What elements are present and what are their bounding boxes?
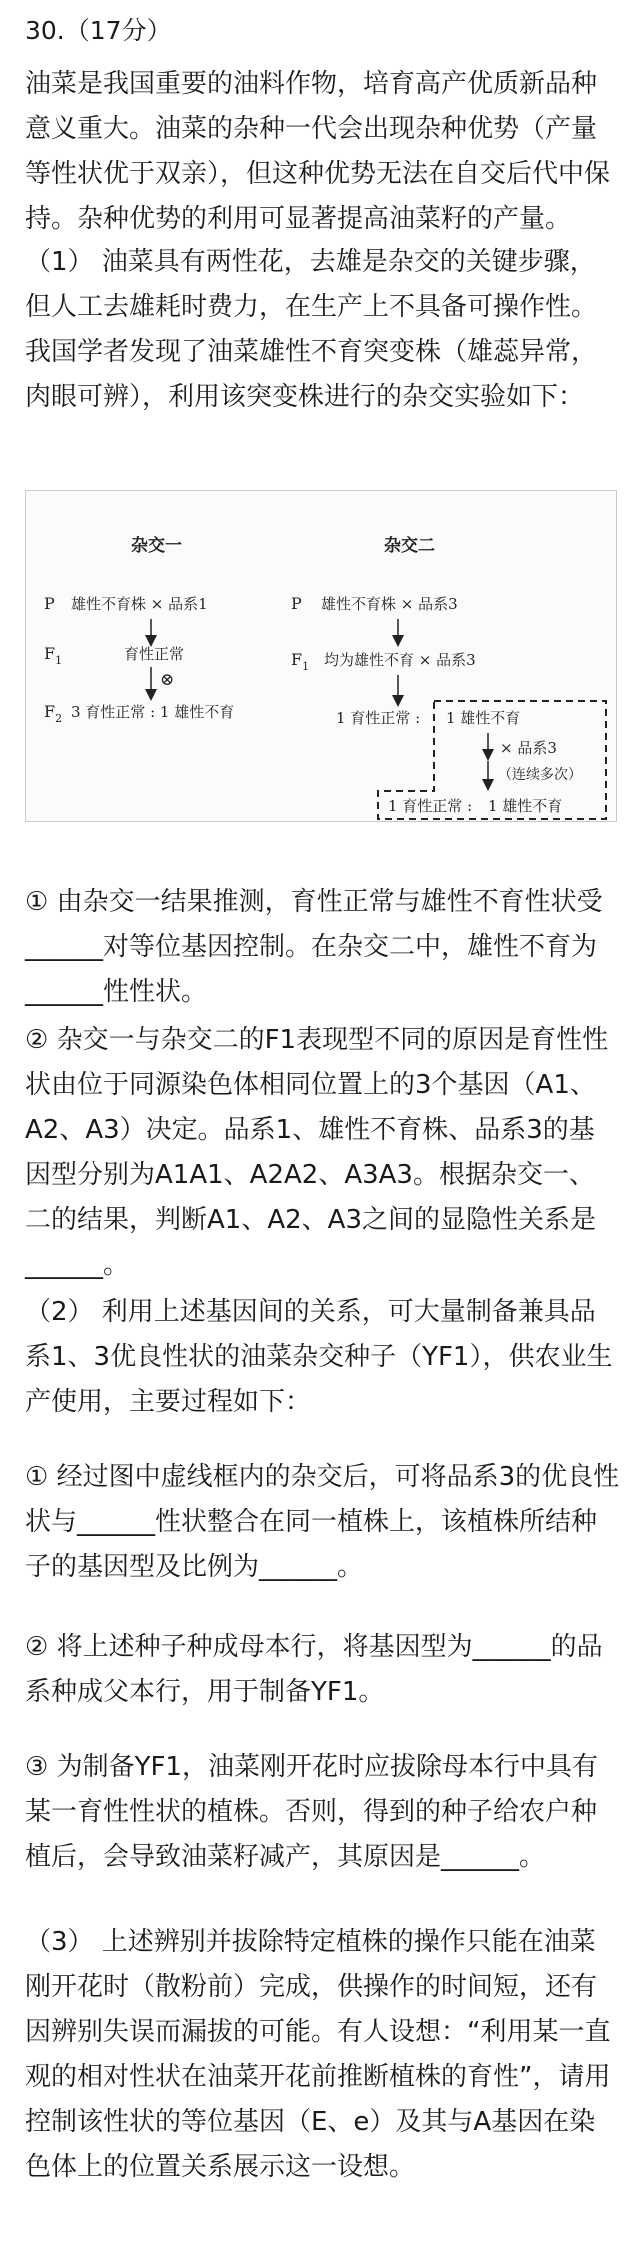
cross2-parents: 雄性不育株 × 品系3 xyxy=(321,595,458,613)
part1-question1: ① 由杂交一结果推测，育性正常与雄性不育性状受______对等位基因控制。在杂交二中，雄性不育为______性性状。 xyxy=(25,887,603,1007)
cross-experiment-diagram xyxy=(25,490,617,822)
cross2-p-label: P xyxy=(291,594,302,613)
cross-diagram-svg xyxy=(26,491,616,821)
cross2-f1-result: 均为雄性不育 × 品系3 xyxy=(324,651,476,669)
part1-question2: ② 杂交一与杂交二的F1表现型不同的原因是育性性状由位于同源染色体相同位置上的3个基因（A1、A2、A3）决定。品系1、雄性不育株、品系3的基因型分别为A1A1、A2A2、A3A3。根据杂交一、二的结果，判断A1、A2、A3之间的显隐性关系是______。 xyxy=(25,1025,609,1280)
backcross-parent: × 品系3 xyxy=(500,739,557,757)
part2-intro: （2） 利用上述基因间的关系，可大量制备兼具品系1、3优良性状的油菜杂交种子（YF1），供农业生产使用，主要过程如下： xyxy=(25,1297,613,1417)
cross2-title: 杂交二 xyxy=(384,536,435,556)
cross2-f1-label: $F_1$ xyxy=(291,650,310,673)
cross1-f2-label: $F_2$ xyxy=(44,702,63,725)
selfing-symbol: ⊗ xyxy=(160,670,175,690)
cross2-f2-sterile: 1 雄性不育 xyxy=(446,709,521,727)
cross1-p-label: P xyxy=(44,594,55,613)
final-result-normal: 1 育性正常 : xyxy=(388,797,473,815)
part3-question: （3） 上述辨别并拔除特定植株的操作只能在油菜刚开花时（散粉前）完成，供操作的时间短，还有因辨别失误而漏拔的可能。有人设想：“利用某一直观的相对性状在油菜开花前推断植株的育性”，请用控制该性状的等位基因（E、e）及其与A基因在染色体上的位置关系展示这一设想。 xyxy=(25,1927,611,2182)
cross1-parents: 雄性不育株 × 品系1 xyxy=(71,595,208,613)
cross1-f2-result: 3 育性正常 : 1 雄性不育 xyxy=(71,703,235,721)
cross1-title: 杂交一 xyxy=(131,536,182,556)
final-result-sterile: 1 雄性不育 xyxy=(488,797,563,815)
repeat-note: （连续多次） xyxy=(498,767,582,783)
part2-question1: ① 经过图中虚线框内的杂交后，可将品系3的优良性状与______性状整合在同一植株上，该植株所结种子的基因型及比例为______。 xyxy=(25,1462,620,1582)
part1-intro: （1） 油菜具有两性花，去雄是杂交的关键步骤，但人工去雄耗时费力，在生产上不具备可操作性。我国学者发现了油菜雄性不育突变株（雄蕊异常，肉眼可辨），利用该突变株进行的杂交实验如下： xyxy=(25,247,598,412)
cross1-f1-label: $F_1$ xyxy=(44,644,63,667)
part2-question3: ③ 为制备YF1，油菜刚开花时应拔除母本行中具有某一育性性状的植株。否则，得到的种子给农户种植后，会导致油菜籽减产，其原因是______。 xyxy=(25,1752,598,1872)
question-intro: 油菜是我国重要的油料作物，培育高产优质新品种意义重大。油菜的杂种一代会出现杂种优势（产量等性状优于双亲），但这种优势无法在自交后代中保持。杂种优势的利用可显著提高油菜籽的产量。 xyxy=(25,69,611,234)
part2-question2: ② 将上述种子种成母本行，将基因型为______的品系种成父本行，用于制备YF1。 xyxy=(25,1632,603,1707)
cross1-f1-result: 育性正常 xyxy=(124,645,185,663)
question-number: 30.（17分） xyxy=(25,16,172,45)
cross2-f2-normal: 1 育性正常 : xyxy=(336,709,421,727)
